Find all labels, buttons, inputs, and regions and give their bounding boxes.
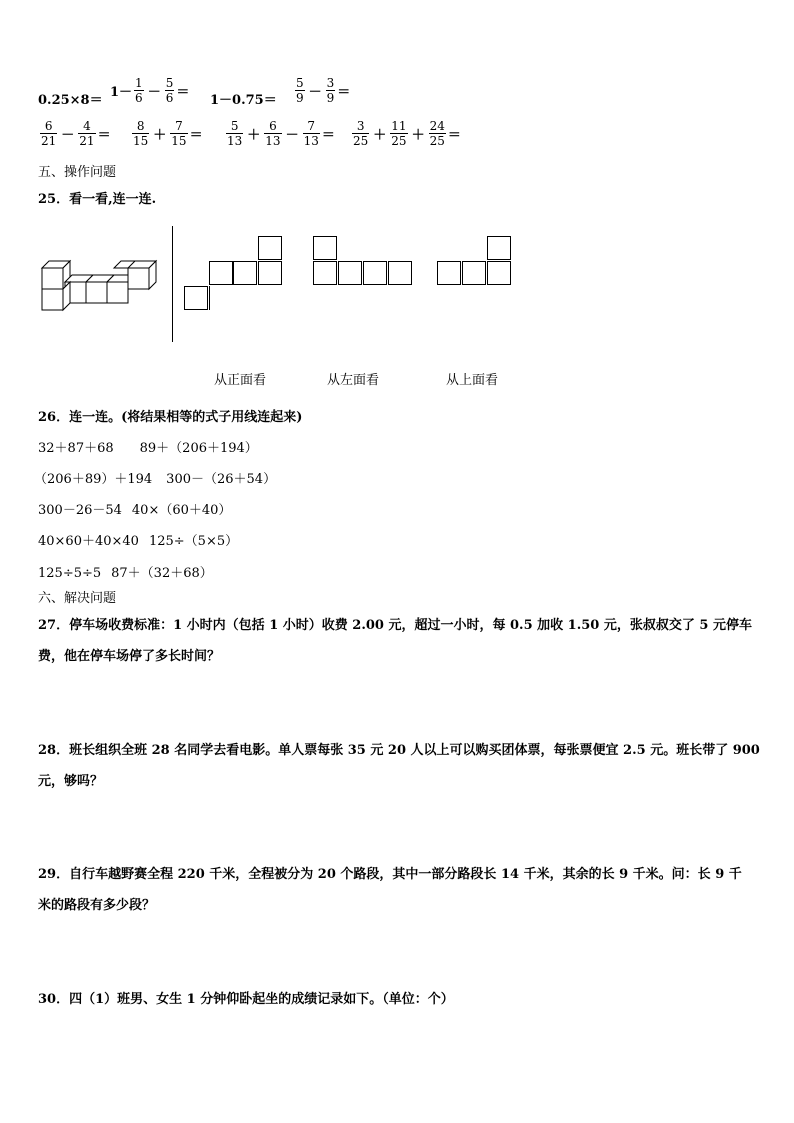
q30-line-1: 30．四（1）班男、女生 1 分钟仰卧起坐的成绩记录如下。（单位：个） — [38, 992, 454, 1007]
fraction — [134, 76, 144, 105]
view-cell — [258, 261, 282, 285]
numerator: 6 — [44, 119, 53, 133]
numerator: 6 — [269, 119, 277, 133]
fraction — [264, 119, 281, 148]
numerator: 4 — [83, 119, 91, 133]
view-cell — [363, 261, 387, 285]
numerator: 1 — [135, 76, 143, 90]
cube-solid-drawing — [38, 258, 158, 318]
q26-left-expr: 300－26－54 — [38, 503, 122, 518]
view-cell — [487, 261, 511, 285]
q26-right-expr: 40×（60＋40） — [131, 503, 232, 518]
view-label-top: 从上面看 — [446, 373, 499, 388]
operator: ＋ — [153, 128, 167, 143]
numerator: 11 — [391, 119, 407, 133]
fraction — [390, 119, 407, 148]
denominator: 6 — [135, 91, 143, 105]
numerator: 3 — [326, 76, 335, 90]
denominator: 13 — [265, 134, 281, 148]
denominator: 13 — [303, 134, 319, 148]
q26-row — [38, 437, 258, 456]
q26-right-expr: 89＋（206＋194） — [139, 441, 258, 456]
calc-expression — [110, 76, 189, 105]
denominator: 21 — [41, 134, 57, 148]
figure-divider — [172, 226, 173, 342]
fraction — [165, 76, 175, 105]
denominator: 25 — [391, 134, 407, 148]
section-6-heading: 六、解决问题 — [38, 591, 117, 606]
view-cell — [184, 286, 208, 310]
q29-line-2: 米的路段有多少段？ — [38, 898, 156, 913]
denominator: 15 — [171, 134, 187, 148]
equals-sign: ＝ — [189, 128, 203, 143]
view-cell — [209, 261, 233, 285]
equals-sign: ＝ — [321, 128, 335, 143]
q26-left-expr: （206＋89）＋194 — [34, 472, 153, 487]
q26-left-expr: 125÷5÷5 — [38, 566, 102, 581]
numerator: 5 — [165, 76, 174, 90]
q26-row — [38, 530, 238, 549]
q26-row — [34, 468, 276, 487]
q26-left-expr: 32＋87＋68 — [38, 441, 114, 456]
numerator: 3 — [356, 119, 365, 133]
calc-expression — [224, 119, 335, 148]
view-label-front: 从正面看 — [214, 373, 267, 388]
fraction — [429, 119, 446, 148]
view-cell — [462, 261, 486, 285]
view-cell — [437, 261, 461, 285]
q26-row — [38, 562, 213, 581]
numerator: 24 — [429, 119, 445, 133]
numerator: 5 — [230, 119, 239, 133]
fraction — [78, 119, 95, 148]
fraction — [226, 119, 243, 148]
q26-left-expr: 40×60＋40×40 — [38, 534, 139, 549]
equals-sign: ＝ — [447, 128, 461, 143]
q26-right-expr: 125÷（5×5） — [148, 534, 239, 549]
fraction — [40, 119, 57, 148]
calc-expression — [38, 119, 111, 148]
calc-expression — [350, 119, 461, 148]
fraction — [303, 119, 320, 148]
numerator: 5 — [296, 76, 304, 90]
denominator: 21 — [79, 134, 95, 148]
view-label-left: 从左面看 — [327, 373, 380, 388]
denominator: 15 — [133, 134, 149, 148]
q25-title: 25．看一看,连一连. — [38, 192, 157, 207]
denominator: 25 — [429, 134, 445, 148]
fraction — [295, 76, 305, 105]
view-cell — [338, 261, 362, 285]
numerator: 7 — [175, 119, 183, 133]
view-cell — [313, 236, 337, 260]
calc-expression: 0.25×8＝ — [38, 93, 103, 108]
view-cell — [388, 261, 412, 285]
operator: ＋ — [247, 128, 261, 143]
calc-expression — [293, 76, 350, 105]
equals-sign: ＝ — [337, 85, 351, 100]
q27-line-1: 27．停车场收费标准：1 小时内（包括 1 小时）收费 2.00 元，超过一小时，每 0.5 加收 1.50 元，张叔叔交了 5 元停车 — [38, 618, 752, 633]
q27-line-2: 费，他在停车场停了多长时间？ — [38, 649, 221, 664]
fraction — [326, 76, 336, 105]
q26-right-expr: 87＋（32＋68） — [111, 566, 213, 581]
operator: ＋ — [411, 128, 425, 143]
operator: － — [147, 85, 161, 100]
numerator: 7 — [307, 119, 316, 133]
denominator: 13 — [227, 134, 243, 148]
fraction — [170, 119, 187, 148]
denominator: 9 — [296, 91, 304, 105]
denominator: 6 — [165, 91, 174, 105]
fraction — [352, 119, 369, 148]
calc-expression: 1－0.75＝ — [210, 93, 277, 108]
q28-line-2: 元，够吗？ — [38, 774, 104, 789]
view-cell — [487, 236, 511, 260]
denominator: 9 — [326, 91, 335, 105]
calc-expression — [130, 119, 203, 148]
operator: － — [285, 128, 299, 143]
view-cell — [233, 261, 257, 285]
operator: ＋ — [373, 128, 387, 143]
operator: － — [308, 85, 322, 100]
fraction — [132, 119, 149, 148]
view-cell — [258, 236, 282, 260]
q26-row — [38, 499, 231, 518]
equals-sign: ＝ — [97, 128, 111, 143]
q28-line-1: 28．班长组织全班 28 名同学去看电影。单人票每张 35 元 20 人以上可以购买团体票，每张票便宜 2.5 元。班长带了 900 — [38, 743, 760, 758]
equals-sign: ＝ — [176, 85, 190, 100]
expr-prefix: 1－ — [110, 85, 133, 100]
q26-right-expr: 300－（26＋54） — [166, 472, 277, 487]
q29-line-1: 29．自行车越野赛全程 220 千米，全程被分为 20 个路段，其中一部分路段长 14 千米，其余的长 9 千米。问：长 9 千 — [38, 867, 742, 882]
denominator: 25 — [353, 134, 369, 148]
operator: － — [61, 128, 75, 143]
q26-title: 26．连一连。(将结果相等的式子用线连起来) — [38, 410, 303, 425]
section-5-heading: 五、操作问题 — [38, 165, 117, 180]
view-cell — [209, 286, 210, 310]
numerator: 8 — [136, 119, 145, 133]
view-cell — [313, 261, 337, 285]
